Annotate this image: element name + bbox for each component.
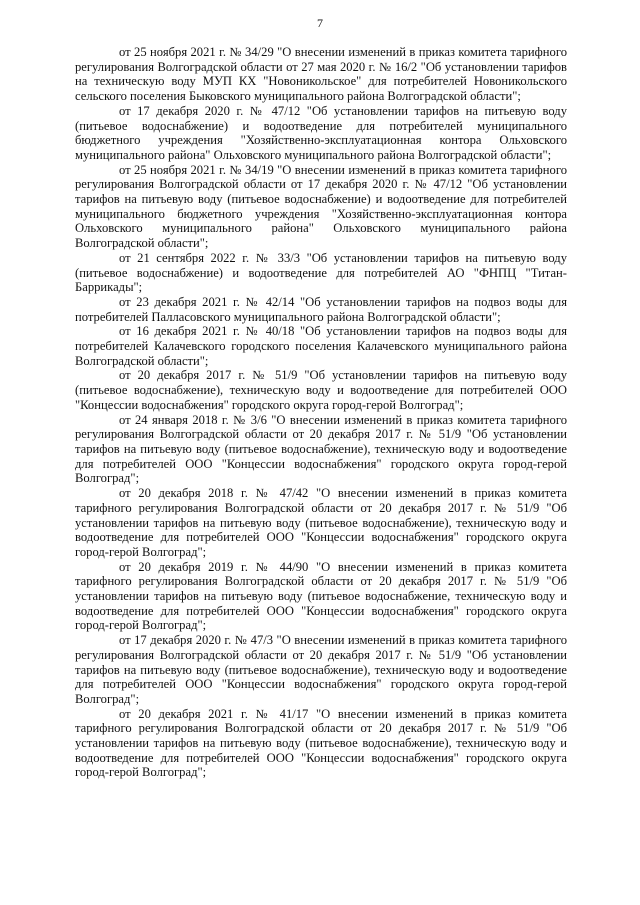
paragraph: от 23 декабря 2021 г. № 42/14 "Об установлении тарифов на подвоз воды для потребителей Палласовского муниципального района Волгоградской области"; (75, 294, 567, 324)
page-number: 7 (317, 16, 323, 30)
paragraph: от 20 декабря 2019 г. № 44/90 "О внесении изменений в приказ комитета тарифного регулирования Волгоградской области от 20 декабря 2017 г. № 51/9 "Об установлении тарифов на питьевую воду (питьевое водоснабжение, техническую воду и водоотведение для потребителей ООО "Концессии водоснабжения" городского округа город-герой Волгоград"; (75, 559, 567, 633)
paragraph: от 25 ноября 2021 г. № 34/19 "О внесении изменений в приказ комитета тарифного регулирования Волгоградской области от 17 декабря 2020 г. № 47/12 "Об установлении тарифов на питьевую воду (питьевое водоснабжение) и водоотведение для потребителей муниципального бюджетного учреждения "Хозяйственно-эксплуатационная контора Ольховского муниципального района" Ольховского муниципального района Волгоградской области"; (75, 162, 567, 251)
paragraph: от 20 декабря 2018 г. № 47/42 "О внесении изменений в приказ комитета тарифного регулирования Волгоградской области от 20 декабря 2017 г. № 51/9 "Об установлении тарифов на питьевую воду (питьевое водоснабжение), техническую воду и водоотведение для потребителей ООО "Концессии водоснабжения" городского округа город-герой Волгоград"; (75, 486, 567, 559)
paragraph: от 24 января 2018 г. № 3/6 "О внесении изменений в приказ комитета тарифного регулирования Волгоградской области от 20 декабря 2017 г. № 51/9 "Об установлении тарифов на питьевую воду (питьевое водоснабжение), техническую воду и водоотведение для потребителей ООО "Концессии водоснабжения" городского округа город-герой Волгоград"; (75, 412, 567, 486)
paragraph: от 17 декабря 2020 г. № 47/12 "Об установлении тарифов на питьевую воду (питьевое водоснабжение) и водоотведение для потребителей муниципального бюджетного учреждения "Хозяйственно-эксплуатационная контора Ольховского муниципального района" Ольховского муниципального района Волгоградской области"; (75, 103, 567, 162)
paragraph: от 16 декабря 2021 г. № 40/18 "Об установлении тарифов на подвоз воды для потребителей Калачевского городского поселения Калачевского муниципального района Волгоградской области"; (75, 324, 567, 368)
paragraph: от 20 декабря 2017 г. № 51/9 "Об установлении тарифов на питьевую воду (питьевое водоснабжение), техническую воду и водоотведение для потребителей ООО "Концессии водоснабжения" городского округа город-герой Волгоград"; (75, 368, 567, 412)
paragraph: от 21 сентября 2022 г. № 33/3 "Об установлении тарифов на питьевую воду (питьевое водоснабжение) и водоотведение для потребителей АО "ФНПЦ "Титан-Баррикады"; (75, 250, 567, 295)
paragraph: от 20 декабря 2021 г. № 41/17 "О внесении изменений в приказ комитета тарифного регулирования Волгоградской области от 20 декабря 2017 г. № 51/9 "Об установлении тарифов на питьевую воду (питьевое водоснабжение), техническую воду и водоотведение для потребителей ООО "Концессии водоснабжения" городского округа город-герой Волгоград"; (75, 706, 567, 780)
document-body (75, 45, 567, 780)
paragraph: от 25 ноября 2021 г. № 34/29 "О внесении изменений в приказ комитета тарифного регулирования Волгоградской области от 27 мая 2020 г. № 16/2 "Об установлении тарифов на техническую воду МУП КХ "Новоникольское" для потребителей Новоникольского сельского поселения Быковского муниципального района Волгоградской области"; (75, 45, 567, 104)
paragraph: от 17 декабря 2020 г. № 47/3 "О внесении изменений в приказ комитета тарифного регулирования Волгоградской области от 20 декабря 2017 г. № 51/9 "Об установлении тарифов на питьевую воду (питьевое водоснабжение), техническую воду и водоотведение для потребителей ООО "Концессии водоснабжения" городского округа город-герой Волгоград"; (75, 633, 567, 706)
